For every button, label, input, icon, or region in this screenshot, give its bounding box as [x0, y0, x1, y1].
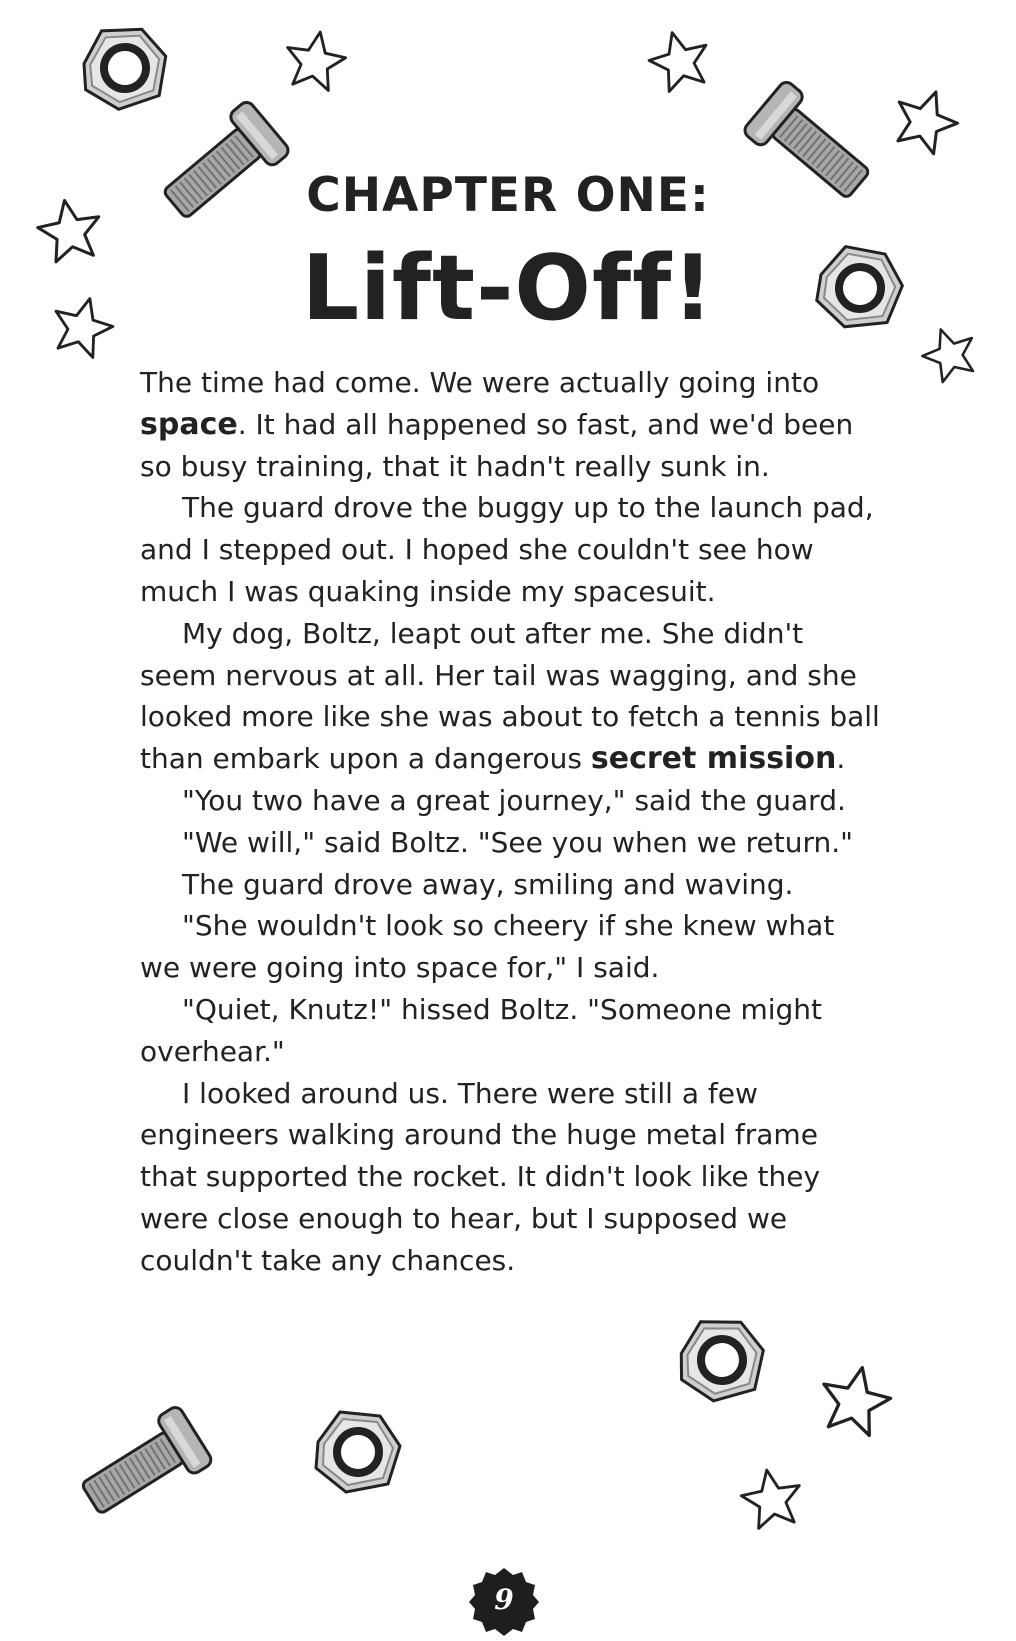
- paragraph: The guard drove away, smiling and waving.: [182, 867, 794, 901]
- page-number-badge: [469, 1567, 539, 1637]
- story-text: [140, 362, 880, 1282]
- paragraph: "She wouldn't look so cheery if she knew what we were going into space for," I said.: [140, 909, 835, 985]
- text-run: .: [836, 742, 846, 776]
- text-run: . It had all happened so fast, and we'd been so busy training, that it hadn't really sunk in.: [140, 407, 854, 483]
- paragraph: "Quiet, Knutz!" hissed Boltz. "Someone might overhear.": [140, 992, 823, 1068]
- chapter-label: CHAPTER ONE:: [306, 168, 710, 223]
- hex-nut-icon: [677, 1316, 768, 1403]
- bolt-icon: [73, 1405, 214, 1528]
- star-icon: [282, 27, 350, 92]
- page-number: 9: [494, 1583, 514, 1616]
- text-run: My dog, Boltz, leapt out after me. She didn't seem nervous at all. Her tail was wagging, and she looked more like she was about to fetch a tennis ball than embark upon a dangerous: [140, 616, 880, 776]
- star-icon: [738, 1465, 806, 1530]
- star-icon: [644, 25, 715, 94]
- paragraph: The guard drove the buggy up to the launch pad, and I stepped out. I hoped she couldn't see how much I was quaking inside my spacesuit.: [140, 491, 874, 608]
- emphasis-word: space: [140, 406, 238, 442]
- paragraph: I looked around us. There were still a few engineers walking around the huge metal frame that supported the rocket. It didn't look like they were close enough to hear, but I supposed we couldn't take any chances.: [140, 1076, 821, 1277]
- paragraph: [140, 362, 880, 487]
- paragraph: "We will," said Boltz. "See you when we return.": [182, 825, 854, 859]
- hex-nut-icon: [78, 23, 172, 114]
- hex-nut-icon: [316, 1412, 400, 1492]
- text-run: The time had come. We were actually going into: [140, 366, 820, 399]
- star-icon: [815, 1360, 895, 1438]
- emphasis-word: secret mission: [590, 741, 837, 777]
- paragraph: "You two have a great journey," said the guard.: [182, 783, 846, 817]
- star-icon: [887, 81, 965, 158]
- paragraph: [140, 613, 880, 780]
- chapter-title: Lift-Off!: [301, 236, 715, 341]
